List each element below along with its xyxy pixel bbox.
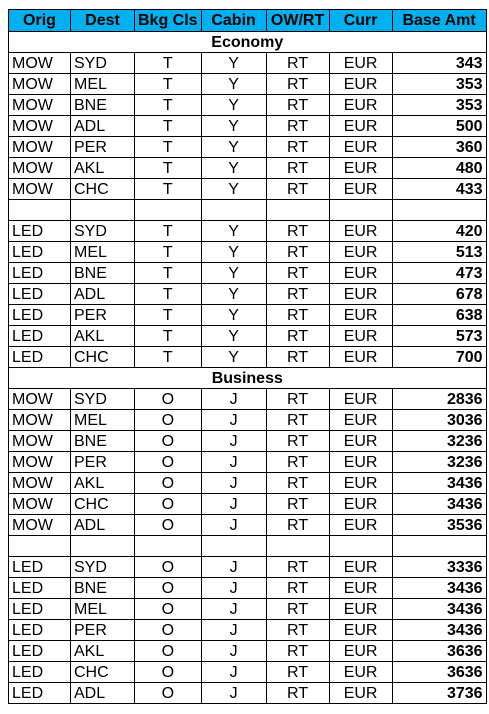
cell-cabin: J	[201, 389, 266, 410]
cell-ow-rt: RT	[266, 284, 329, 305]
table-row	[9, 620, 487, 641]
cell-ow-rt: RT	[266, 578, 329, 599]
cell-base-amt: 353	[392, 74, 486, 95]
cell-curr: EUR	[329, 242, 392, 263]
cell-curr: EUR	[329, 263, 392, 284]
cell-bkg-cls: T	[135, 305, 202, 326]
cell-bkg-cls: O	[135, 410, 202, 431]
cell-base-amt: 3436	[392, 599, 486, 620]
spacer-row	[9, 200, 487, 221]
cell-cabin: Y	[201, 116, 266, 137]
empty-cell	[71, 200, 135, 221]
cell-cabin: Y	[201, 221, 266, 242]
table-row	[9, 452, 487, 473]
empty-cell	[9, 536, 71, 557]
cell-bkg-cls: T	[135, 347, 202, 368]
cell-ow-rt: RT	[266, 389, 329, 410]
cell-base-amt: 3636	[392, 662, 486, 683]
cell-bkg-cls: T	[135, 137, 202, 158]
cell-bkg-cls: T	[135, 74, 202, 95]
cell-bkg-cls: O	[135, 599, 202, 620]
table-row	[9, 284, 487, 305]
cell-ow-rt: RT	[266, 620, 329, 641]
cell-curr: EUR	[329, 284, 392, 305]
cell-cabin: J	[201, 473, 266, 494]
cell-orig: MOW	[9, 515, 71, 536]
cell-orig: LED	[9, 263, 71, 284]
cell-dest: MEL	[71, 410, 135, 431]
cell-base-amt: 678	[392, 284, 486, 305]
cell-ow-rt: RT	[266, 158, 329, 179]
table-row	[9, 158, 487, 179]
cell-ow-rt: RT	[266, 410, 329, 431]
cell-base-amt: 500	[392, 116, 486, 137]
cell-base-amt: 700	[392, 347, 486, 368]
cell-base-amt: 573	[392, 326, 486, 347]
cell-base-amt: 3336	[392, 557, 486, 578]
cell-cabin: J	[201, 557, 266, 578]
cell-cabin: J	[201, 452, 266, 473]
table-row	[9, 557, 487, 578]
cell-orig: MOW	[9, 116, 71, 137]
col-header-cabin: Cabin	[201, 10, 266, 32]
cell-curr: EUR	[329, 410, 392, 431]
cell-cabin: Y	[201, 242, 266, 263]
cell-bkg-cls: O	[135, 494, 202, 515]
table-row	[9, 305, 487, 326]
cell-base-amt: 3536	[392, 515, 486, 536]
cell-ow-rt: RT	[266, 95, 329, 116]
cell-curr: EUR	[329, 431, 392, 452]
cell-base-amt: 480	[392, 158, 486, 179]
cell-orig: LED	[9, 662, 71, 683]
cell-dest: AKL	[71, 158, 135, 179]
table-row	[9, 683, 487, 704]
empty-cell	[329, 536, 392, 557]
cell-base-amt: 343	[392, 53, 486, 74]
table-row	[9, 578, 487, 599]
cell-bkg-cls: O	[135, 620, 202, 641]
cell-bkg-cls: T	[135, 116, 202, 137]
cell-cabin: J	[201, 641, 266, 662]
cell-curr: EUR	[329, 116, 392, 137]
empty-cell	[266, 200, 329, 221]
fare-table	[8, 9, 487, 704]
cell-curr: EUR	[329, 620, 392, 641]
cell-curr: EUR	[329, 578, 392, 599]
table-row	[9, 137, 487, 158]
spacer-row	[9, 536, 487, 557]
cell-bkg-cls: T	[135, 263, 202, 284]
empty-cell	[9, 200, 71, 221]
cell-orig: LED	[9, 620, 71, 641]
cell-ow-rt: RT	[266, 431, 329, 452]
cell-ow-rt: RT	[266, 116, 329, 137]
table-row	[9, 116, 487, 137]
cell-dest: ADL	[71, 683, 135, 704]
cell-dest: AKL	[71, 641, 135, 662]
cell-curr: EUR	[329, 74, 392, 95]
cell-bkg-cls: O	[135, 578, 202, 599]
cell-curr: EUR	[329, 179, 392, 200]
cell-dest: SYD	[71, 53, 135, 74]
cell-curr: EUR	[329, 515, 392, 536]
cell-cabin: Y	[201, 74, 266, 95]
cell-curr: EUR	[329, 389, 392, 410]
table-row	[9, 473, 487, 494]
cell-bkg-cls: O	[135, 452, 202, 473]
empty-cell	[201, 200, 266, 221]
cell-base-amt: 433	[392, 179, 486, 200]
cell-cabin: Y	[201, 347, 266, 368]
cell-curr: EUR	[329, 494, 392, 515]
cell-ow-rt: RT	[266, 137, 329, 158]
cell-base-amt: 2836	[392, 389, 486, 410]
cell-dest: PER	[71, 137, 135, 158]
col-header-base-amt: Base Amt	[392, 10, 486, 32]
table-row	[9, 326, 487, 347]
cell-ow-rt: RT	[266, 326, 329, 347]
cell-orig: MOW	[9, 494, 71, 515]
cell-bkg-cls: T	[135, 179, 202, 200]
cell-cabin: J	[201, 431, 266, 452]
cell-bkg-cls: O	[135, 473, 202, 494]
cell-orig: LED	[9, 683, 71, 704]
table-row	[9, 641, 487, 662]
table-row	[9, 431, 487, 452]
cell-curr: EUR	[329, 137, 392, 158]
cell-ow-rt: RT	[266, 221, 329, 242]
cell-base-amt: 3236	[392, 431, 486, 452]
empty-cell	[392, 200, 486, 221]
cell-cabin: J	[201, 515, 266, 536]
cell-cabin: J	[201, 620, 266, 641]
cell-base-amt: 3236	[392, 452, 486, 473]
cell-orig: LED	[9, 641, 71, 662]
cell-ow-rt: RT	[266, 599, 329, 620]
cell-curr: EUR	[329, 347, 392, 368]
cell-bkg-cls: O	[135, 557, 202, 578]
cell-cabin: Y	[201, 263, 266, 284]
cell-curr: EUR	[329, 326, 392, 347]
cell-curr: EUR	[329, 683, 392, 704]
cell-cabin: J	[201, 494, 266, 515]
col-header-curr: Curr	[329, 10, 392, 32]
table-row	[9, 53, 487, 74]
cell-base-amt: 3736	[392, 683, 486, 704]
cell-bkg-cls: O	[135, 662, 202, 683]
cell-dest: MEL	[71, 242, 135, 263]
cell-dest: ADL	[71, 284, 135, 305]
cell-orig: LED	[9, 221, 71, 242]
cell-cabin: Y	[201, 179, 266, 200]
cell-orig: LED	[9, 242, 71, 263]
cell-cabin: Y	[201, 326, 266, 347]
cell-orig: MOW	[9, 389, 71, 410]
cell-dest: CHC	[71, 347, 135, 368]
table-row	[9, 494, 487, 515]
cell-ow-rt: RT	[266, 662, 329, 683]
cell-orig: MOW	[9, 137, 71, 158]
cell-dest: MEL	[71, 74, 135, 95]
cell-cabin: J	[201, 662, 266, 683]
cell-cabin: Y	[201, 137, 266, 158]
cell-dest: ADL	[71, 116, 135, 137]
cell-base-amt: 513	[392, 242, 486, 263]
table-row	[9, 179, 487, 200]
header-row	[9, 10, 487, 32]
cell-bkg-cls: T	[135, 158, 202, 179]
cell-curr: EUR	[329, 557, 392, 578]
table-row	[9, 263, 487, 284]
cell-bkg-cls: O	[135, 641, 202, 662]
cell-curr: EUR	[329, 305, 392, 326]
cell-bkg-cls: T	[135, 53, 202, 74]
cell-base-amt: 3636	[392, 641, 486, 662]
empty-cell	[135, 200, 202, 221]
col-header-bkg-cls: Bkg Cls	[135, 10, 202, 32]
cell-base-amt: 3436	[392, 494, 486, 515]
cell-ow-rt: RT	[266, 494, 329, 515]
table-row	[9, 74, 487, 95]
cell-ow-rt: RT	[266, 641, 329, 662]
cell-curr: EUR	[329, 452, 392, 473]
cell-orig: MOW	[9, 74, 71, 95]
section-title: Economy	[9, 32, 487, 53]
cell-ow-rt: RT	[266, 515, 329, 536]
cell-orig: MOW	[9, 431, 71, 452]
cell-bkg-cls: T	[135, 221, 202, 242]
cell-orig: LED	[9, 326, 71, 347]
empty-cell	[135, 536, 202, 557]
cell-orig: MOW	[9, 158, 71, 179]
cell-dest: BNE	[71, 95, 135, 116]
cell-cabin: J	[201, 599, 266, 620]
cell-dest: PER	[71, 452, 135, 473]
cell-orig: MOW	[9, 410, 71, 431]
cell-dest: CHC	[71, 662, 135, 683]
cell-orig: LED	[9, 284, 71, 305]
cell-dest: PER	[71, 620, 135, 641]
table-row	[9, 662, 487, 683]
cell-base-amt: 3436	[392, 578, 486, 599]
cell-dest: ADL	[71, 515, 135, 536]
cell-cabin: J	[201, 578, 266, 599]
cell-orig: MOW	[9, 95, 71, 116]
col-header-orig: Orig	[9, 10, 71, 32]
table-row	[9, 389, 487, 410]
cell-dest: AKL	[71, 326, 135, 347]
cell-dest: BNE	[71, 578, 135, 599]
cell-base-amt: 638	[392, 305, 486, 326]
cell-orig: LED	[9, 557, 71, 578]
cell-ow-rt: RT	[266, 473, 329, 494]
cell-ow-rt: RT	[266, 74, 329, 95]
cell-dest: BNE	[71, 431, 135, 452]
cell-cabin: Y	[201, 95, 266, 116]
cell-cabin: J	[201, 410, 266, 431]
section-title: Business	[9, 368, 487, 389]
cell-orig: LED	[9, 578, 71, 599]
cell-dest: SYD	[71, 389, 135, 410]
empty-cell	[329, 200, 392, 221]
cell-cabin: J	[201, 683, 266, 704]
cell-orig: MOW	[9, 452, 71, 473]
empty-cell	[201, 536, 266, 557]
section-title-row	[9, 368, 487, 389]
cell-base-amt: 360	[392, 137, 486, 158]
table-body	[9, 32, 487, 704]
cell-base-amt: 3036	[392, 410, 486, 431]
empty-cell	[392, 536, 486, 557]
cell-base-amt: 420	[392, 221, 486, 242]
cell-bkg-cls: T	[135, 242, 202, 263]
table-row	[9, 515, 487, 536]
cell-orig: MOW	[9, 179, 71, 200]
table-row	[9, 347, 487, 368]
cell-bkg-cls: T	[135, 95, 202, 116]
cell-orig: MOW	[9, 53, 71, 74]
col-header-dest: Dest	[71, 10, 135, 32]
cell-bkg-cls: O	[135, 431, 202, 452]
cell-orig: LED	[9, 599, 71, 620]
cell-bkg-cls: T	[135, 326, 202, 347]
cell-base-amt: 473	[392, 263, 486, 284]
cell-cabin: Y	[201, 284, 266, 305]
cell-dest: MEL	[71, 599, 135, 620]
cell-ow-rt: RT	[266, 305, 329, 326]
cell-cabin: Y	[201, 53, 266, 74]
cell-curr: EUR	[329, 158, 392, 179]
cell-curr: EUR	[329, 662, 392, 683]
cell-base-amt: 353	[392, 95, 486, 116]
cell-bkg-cls: T	[135, 284, 202, 305]
cell-curr: EUR	[329, 473, 392, 494]
cell-bkg-cls: O	[135, 515, 202, 536]
cell-dest: AKL	[71, 473, 135, 494]
cell-curr: EUR	[329, 599, 392, 620]
cell-dest: BNE	[71, 263, 135, 284]
cell-base-amt: 3436	[392, 473, 486, 494]
cell-bkg-cls: O	[135, 389, 202, 410]
cell-ow-rt: RT	[266, 683, 329, 704]
cell-dest: PER	[71, 305, 135, 326]
cell-ow-rt: RT	[266, 242, 329, 263]
cell-orig: LED	[9, 347, 71, 368]
cell-curr: EUR	[329, 53, 392, 74]
table-row	[9, 599, 487, 620]
cell-ow-rt: RT	[266, 347, 329, 368]
cell-cabin: Y	[201, 305, 266, 326]
cell-curr: EUR	[329, 641, 392, 662]
cell-dest: SYD	[71, 221, 135, 242]
cell-ow-rt: RT	[266, 263, 329, 284]
cell-ow-rt: RT	[266, 179, 329, 200]
cell-dest: CHC	[71, 494, 135, 515]
cell-bkg-cls: O	[135, 683, 202, 704]
table-row	[9, 410, 487, 431]
cell-ow-rt: RT	[266, 53, 329, 74]
cell-orig: LED	[9, 305, 71, 326]
cell-cabin: Y	[201, 158, 266, 179]
cell-curr: EUR	[329, 95, 392, 116]
cell-orig: MOW	[9, 473, 71, 494]
cell-dest: CHC	[71, 179, 135, 200]
cell-ow-rt: RT	[266, 452, 329, 473]
cell-dest: SYD	[71, 557, 135, 578]
empty-cell	[71, 536, 135, 557]
col-header-ow-rt: OW/RT	[266, 10, 329, 32]
table-row	[9, 221, 487, 242]
cell-base-amt: 3436	[392, 620, 486, 641]
cell-ow-rt: RT	[266, 557, 329, 578]
cell-curr: EUR	[329, 221, 392, 242]
table-row	[9, 95, 487, 116]
section-title-row	[9, 32, 487, 53]
empty-cell	[266, 536, 329, 557]
table-row	[9, 242, 487, 263]
